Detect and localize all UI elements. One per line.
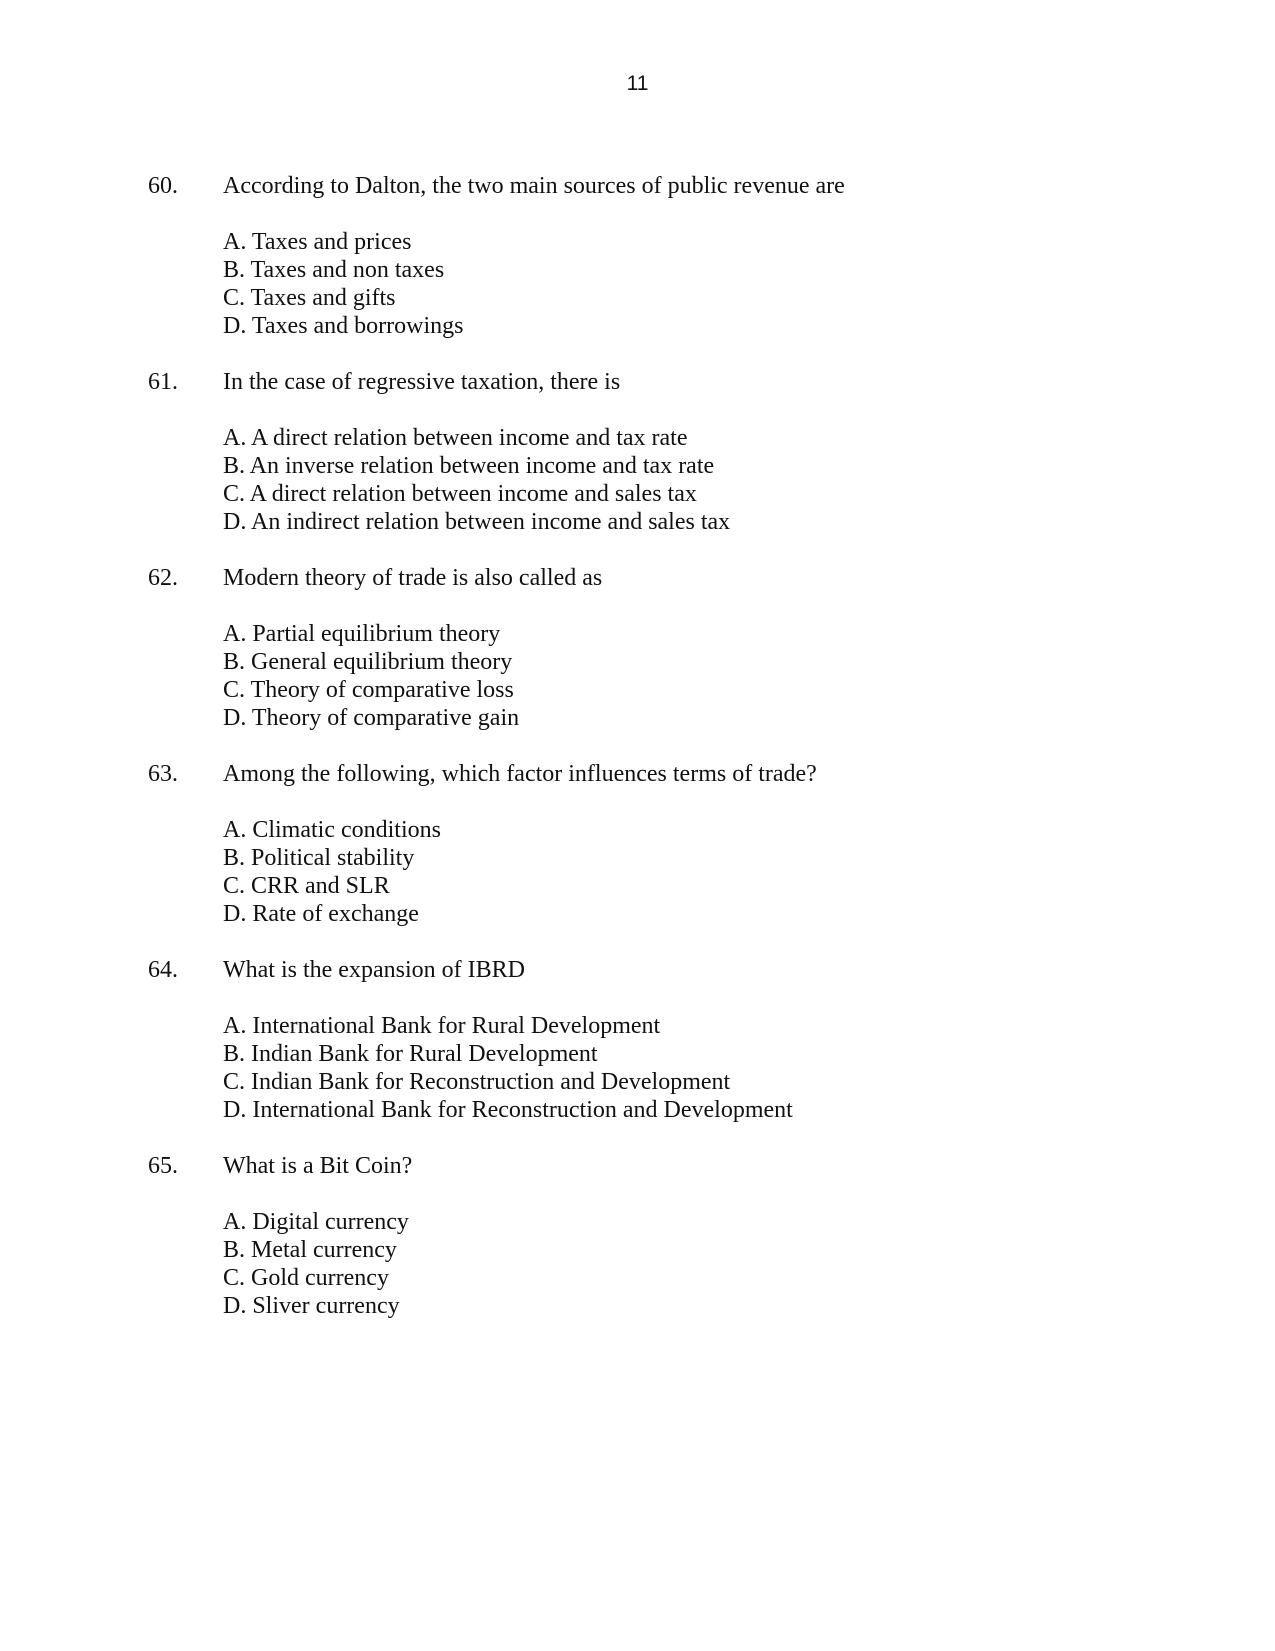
option-d: D. Taxes and borrowings xyxy=(223,313,464,339)
question-stem xyxy=(148,368,1148,396)
option-c: C. Gold currency xyxy=(223,1265,389,1291)
option-a: A. Taxes and prices xyxy=(223,229,412,255)
question-number: 60. xyxy=(148,173,178,199)
option-d: D. An indirect relation between income and sales tax xyxy=(223,509,731,535)
option-b: B. Metal currency xyxy=(223,1237,397,1263)
option-list xyxy=(223,816,1148,928)
option-b: B. Indian Bank for Rural Development xyxy=(223,1041,598,1067)
question-stem xyxy=(148,1152,1148,1180)
option-d: D. International Bank for Reconstruction and Development xyxy=(223,1097,793,1123)
question-number: 63. xyxy=(148,761,178,787)
question-list xyxy=(148,172,1148,1348)
option-list xyxy=(223,620,1148,732)
option-d: D. Sliver currency xyxy=(223,1293,400,1319)
question-number: 65. xyxy=(148,1153,178,1179)
question-text: Modern theory of trade is also called as xyxy=(223,565,603,591)
question-64 xyxy=(148,956,1148,1124)
question-stem xyxy=(148,956,1148,984)
question-number: 64. xyxy=(148,957,178,983)
question-stem xyxy=(148,172,1148,200)
option-c: C. Theory of comparative loss xyxy=(223,677,514,703)
option-b: B. Political stability xyxy=(223,845,415,871)
question-stem xyxy=(148,760,1148,788)
question-stem xyxy=(148,564,1148,592)
option-c: C. Indian Bank for Reconstruction and Development xyxy=(223,1069,731,1095)
question-number: 62. xyxy=(148,565,178,591)
question-61 xyxy=(148,368,1148,536)
question-62 xyxy=(148,564,1148,732)
question-text: Among the following, which factor influences terms of trade? xyxy=(223,761,817,787)
option-b: B. General equilibrium theory xyxy=(223,649,513,675)
option-c: C. A direct relation between income and sales tax xyxy=(223,481,697,507)
option-c: C. CRR and SLR xyxy=(223,873,390,899)
option-a: A. Partial equilibrium theory xyxy=(223,621,501,647)
question-text: In the case of regressive taxation, there is xyxy=(223,369,621,395)
option-b: B. Taxes and non taxes xyxy=(223,257,445,283)
question-60 xyxy=(148,172,1148,340)
option-a: A. Digital currency xyxy=(223,1209,409,1235)
question-text: What is the expansion of IBRD xyxy=(223,957,525,983)
option-d: D. Rate of exchange xyxy=(223,901,419,927)
option-a: A. International Bank for Rural Development xyxy=(223,1013,661,1039)
option-list xyxy=(223,1208,1148,1320)
option-list xyxy=(223,424,1148,536)
option-d: D. Theory of comparative gain xyxy=(223,705,520,731)
question-65 xyxy=(148,1152,1148,1320)
option-a: A. A direct relation between income and tax rate xyxy=(223,425,688,451)
option-c: C. Taxes and gifts xyxy=(223,285,396,311)
question-63 xyxy=(148,760,1148,928)
page-number: 11 xyxy=(626,72,649,95)
option-list xyxy=(223,1012,1148,1124)
question-text: According to Dalton, the two main sources of public revenue are xyxy=(223,173,845,199)
question-text: What is a Bit Coin? xyxy=(223,1153,413,1179)
option-a: A. Climatic conditions xyxy=(223,817,441,843)
option-list xyxy=(223,228,1148,340)
option-b: B. An inverse relation between income and tax rate xyxy=(223,453,715,479)
question-number: 61. xyxy=(148,369,178,395)
